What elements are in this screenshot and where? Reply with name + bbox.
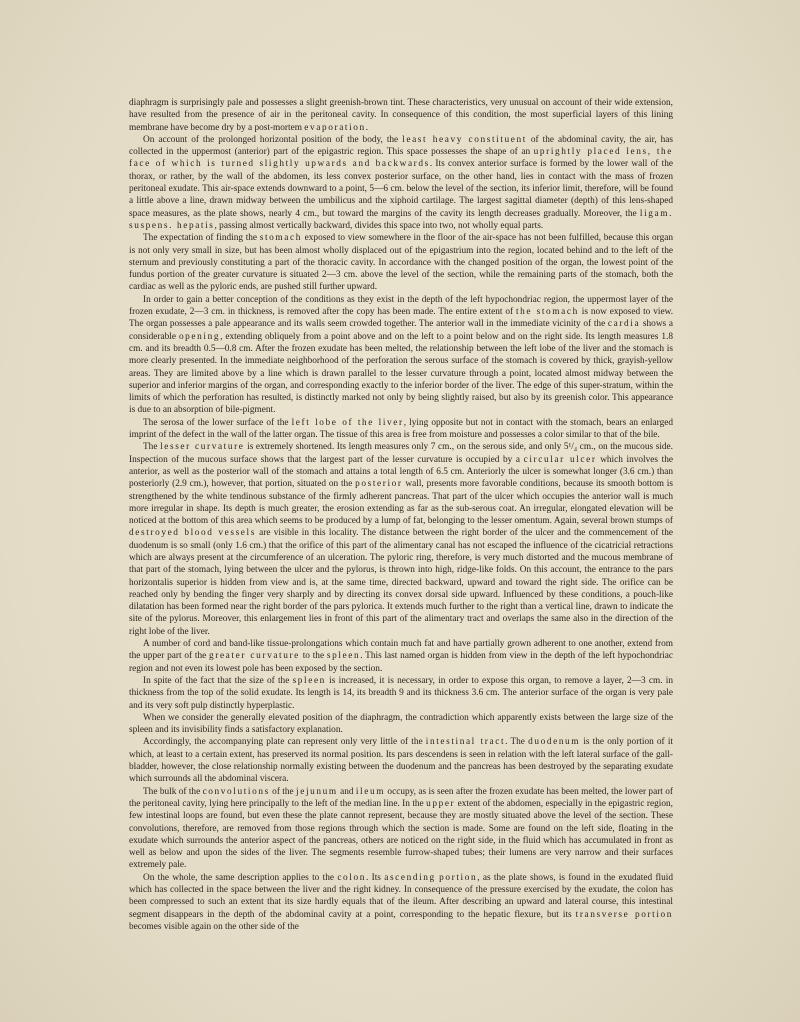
spaced-emphasis-text: portion — [439, 872, 478, 883]
text-run: A number of cord and band-like tissue-prolongations which contain much fat and have partially grown adherent to one another, extend from the upper part of the — [129, 639, 673, 662]
text-run: . The — [505, 737, 529, 748]
text-run: , extending obliquely from a point above and on the left to a point below and on the right side. Its length measures 1.8 cm. and its breadth 0.5—0.8 cm. After the frozen exudate has been melted, the relationship between the left lobe of the liver and the stomach is more clearly presented. In the immediate neighborhood of the perforation the serous surface of the stomach is covered by thick, grayish-yellow areas. They are limited above by a line which is drawn parallel to the lesser curvature through a point, located almost midway between the superior and inferior margins of the organ, and corresponding exactly to the inferior border of the liver. The edge of this super-stratum, within the limits of which the perforation has resulted, is distinctly marked not only by being slightly raised, but also by its greenish color. This appearance is due to an absorption of bile-pigment. — [129, 331, 673, 416]
text-run: which involves the anterior, as well as the posterior wall of the stomach and attains a total length of 6.5 cm. Anteriorly the ulcer is somewhat longer (3.6 cm.) than posteriorly (2.9 cm.), however, that portion, situated on the — [129, 454, 673, 490]
spaced-emphasis-text: ascending — [384, 872, 436, 883]
text-run: are visible in this locality. The distance between the right border of the ulcer and the commencement of the duodenum is so small (only 1.6 cm.) that the orifice of this part of the alimentary canal has not escaped the influence of the cicatricial retractions which are always present at the circumference of an ulceration. The pyloric ring, therefore, is very much distorted and the mucous membrane of that part of the stomach, lying between the ulcer and the pylorus, is thrown into high, ridge-like folds. On this account, the entrance to the pars horizontalis superior is hidden from view and is, at the same time, directed backward, upward and toward the right side. The orifice can be reached only by bending the finger very sharply and by directing its convex dorsal side upward. Influenced by these conditions, a pouch-like dilatation has been formed near the right border of the pars pylorica. It extends much further to the right than a vertical line, drawn to indicate the site of the pylorus. Moreover, this enlargement lies in front of this part of the alimentary tract and overlaps the same also in the direction of the right lobe of the liver. — [129, 528, 673, 637]
spaced-emphasis-text: upper — [426, 798, 456, 809]
spaced-emphasis-text: circular ulcer — [523, 454, 597, 465]
paragraph — [129, 294, 673, 417]
spaced-emphasis-text: posterior — [355, 479, 403, 490]
text-run: occupy, as is seen after the frozen exudate has been melted, the lower part of the peritoneal cavity, lying here principally to the left of the median line. In the — [129, 786, 673, 809]
text-run: of the — [269, 786, 297, 797]
text-run: exposed to view somewhere in the floor of the air-space has not been fulfilled, because this organ is not only very small in size, but has been almost wholly displaced out of the epigastrium into the region, located behind and to the left of the sternum and previously constituting a part of the thoracic cavity. In accordance with the changed position of the organ, the lowest point of the fundus portion of the greater curvature is situated 2—3 cm. above the level of the section, while the remaining parts of the stomach, both the cardiac as well as the pyloric ends, are pushed still further upward. — [129, 233, 674, 293]
text-run: wall, presents more favorable conditions, because its smooth bottom is strengthened by the white tendinous substance of the firmly adherent pancreas. That part of the ulcer which occupies the anterior wall is much more irregular in shape. Its depth is much greater, the erosion extending as far as the sub-serous coat. An irregular, elongated elevation will be noticed at the bottom of this area which seems to be produced by a lump of fat, belonging to the lesser omentum. Again, several brown stumps of — [129, 479, 673, 527]
text-run: In order to gain a better conception of the conditions as they exist in the depth of the left hypochondriac region, the uppermost layer of the frozen exudate, 2—3 cm. in thickness, is removed after the copy has been made. The entire extent of — [129, 294, 673, 318]
spaced-emphasis-text: cardia — [607, 319, 641, 330]
spaced-emphasis-text: convolutions — [202, 786, 270, 797]
paragraph — [129, 441, 673, 638]
paragraph — [129, 736, 673, 785]
spaced-emphasis-text: spleen — [292, 675, 326, 686]
spaced-emphasis-text: jejunum — [296, 786, 338, 797]
paragraph — [129, 872, 673, 933]
spaced-emphasis-text: greater curvature — [209, 651, 300, 662]
text-run: The — [143, 442, 161, 453]
spaced-emphasis-text: opening — [178, 331, 221, 342]
spaced-emphasis-text: destroyed blood vessels — [129, 528, 256, 539]
text-run: , lying opposite but not in contact with the stomach, bears an enlarged imprint of the defect in the wall of the latter organ. The tissue of this area is free from moisture and possesses a color similar to that of the bile. — [129, 417, 673, 441]
text-run: . Its — [365, 872, 385, 883]
text-run: shows a considerable — [129, 319, 673, 342]
text-run: When we consider the generally elevated position of the diaphragm, the contradiction which apparently exists between the large size of the spleen and its invisibility finds a satisfactory explanation. — [129, 712, 673, 736]
text-run: of the abdominal cavity, the air, has collected in the uppermost (anterior) part of the epigastric region. This space possesses the shape of an — [129, 134, 674, 158]
spaced-emphasis-text: ileum — [355, 786, 386, 797]
spaced-emphasis-text: ligam. suspens. hepatis — [129, 208, 673, 231]
spaced-emphasis-text: duodenum — [528, 737, 581, 748]
spaced-emphasis-text: transverse portion — [575, 909, 673, 920]
text-run: , as the plate shows, is found in the exudated fluid which has collected in the space between the liver and the right kidney. In consequence of the pressure exercised by the exudate, the colon has been compressed to such an extent that its size hardly equals that of the ileum. After describing an upward and lateral course, this intestinal segment disappears in the depth of the abdominal cavity at a point, corresponding to the hepatic flexure, but its — [129, 872, 674, 920]
spaced-emphasis-text: uprightly placed lens, the face of which is turned slightly upwards and backwards — [129, 147, 673, 170]
paragraph — [129, 134, 673, 232]
text-run: , passing almost vertically backward, divides this space into two, not wholly equal parts. — [214, 220, 544, 231]
spaced-emphasis-text: stomach — [259, 233, 302, 244]
text-run: . This last named organ is hidden from view in the depth of the left hypochondriac region and not even its lowest pole has been exposed by the section. — [129, 651, 673, 674]
paragraph — [129, 417, 673, 442]
spaced-emphasis-text: colon — [337, 872, 366, 883]
spaced-emphasis-text: the stomach — [516, 307, 579, 318]
spaced-emphasis-text: left lobe of the liver — [291, 417, 404, 428]
text-run: The serosa of the lower surface of the — [143, 417, 292, 428]
text-run: On account of the prolonged horizontal position of the body, the — [143, 134, 403, 145]
text-run: . Its convex anterior surface is formed by the lower wall of the thorax, or rather, by the wall of the abdomen, its less convex posterior surface, on the other hand, lies in contact with the mass of frozen peritoneal exudate. This air-space extends downward to a point, 5—6 cm. below the level of the section, its inferior limit, therefore, will be found a little above a line, drawn midway between the umbilicus and the xiphoid cartilage. The largest sagittal diameter (depth) of this lens-shaped space measures, as the plate shows, nearly 4 cm., but toward the margins of the cavity its length decreases gradually. Moreover, the — [129, 159, 673, 219]
text-run: extent of the abdomen, especially in the epigastric region, few intestinal loops are found, but even these the plate cannot represent, because they are mostly situated above the level of the section. These convolutions, therefore, are removed from those regions through which the section is made. Some are found on the left side, floating in the exudate which surrounds the anterior aspect of the pancreas, others are noticed on the right side, in the fluid which has accumulated in front as well as below and upon the sides of the liver. The segments resemble furrow-shaped tubes; their lumens are very narrow and their surfaces extremely pale. — [129, 798, 673, 871]
text-run: to the — [299, 651, 327, 662]
text-run: The expectation of finding the — [143, 233, 260, 244]
text-run: Accordingly, the accompanying plate can represent only very little of the — [143, 737, 426, 748]
text-run: is extremely shortened. Its length measures only 7 cm., on the serous side, and only 5¹/₄ cm., on the mucous side. Inspection of the mucous surface shows that the largest part of the lesser curvature is occupied by a — [129, 442, 673, 465]
spaced-emphasis-text: lesser curvature — [160, 442, 245, 453]
spaced-emphasis-text: evaporation — [304, 122, 366, 133]
text-run: and — [337, 786, 356, 797]
text-run: is now exposed to view. The organ possesses a pale appearance and its walls seem crowded together. The anterior wall in the immediate vicinity of the — [129, 307, 674, 330]
text-run: The bulk of the — [143, 786, 203, 797]
paragraph — [129, 97, 673, 134]
text-run: becomes visible again on the other side of the — [129, 921, 299, 932]
paragraph — [129, 232, 673, 293]
body-text — [129, 97, 673, 933]
paragraph — [129, 786, 673, 872]
spaced-emphasis-text: spleen — [326, 651, 361, 662]
spaced-emphasis-text: intestinal tract — [425, 737, 506, 748]
text-run: diaphragm is surprisingly pale and possesses a slight greenish-brown tint. These characteristics, very unusual on account of their wide extension, have resulted from the presence of air in the peritoneal cavity. In consequence of this condition, the most superficial layers of this lining membrane have become dry by a post-mortem — [129, 98, 673, 133]
text-run: On the whole, the same description applies to the — [143, 872, 338, 883]
text-run: . — [365, 122, 369, 133]
paragraph — [129, 675, 673, 712]
paragraph — [129, 638, 673, 675]
text-run: is increased, it is necessary, in order to expose this organ, to remove a layer, 2—3 cm. in thickness from the top of the solid exudate. Its length is 14, its breadth 9 and its thickness 3.6 cm. The anterior surface of the organ is very pale and its very soft pulp distinctly hyperplastic. — [129, 675, 673, 711]
text-run: is the only portion of it which, at least to a certain extent, has preserved its normal position. Its pars descendens is seen in relation with the left lateral surface of the gall-bladder, however, the close relationship normally existing between the duodenum and the pancreas has been destroyed by the separating exudate which surrounds all the abdominal viscera. — [129, 737, 673, 785]
paragraph — [129, 712, 673, 737]
text-run: In spite of the fact that the size of the — [143, 675, 293, 686]
spaced-emphasis-text: least heavy constituent — [402, 134, 527, 145]
